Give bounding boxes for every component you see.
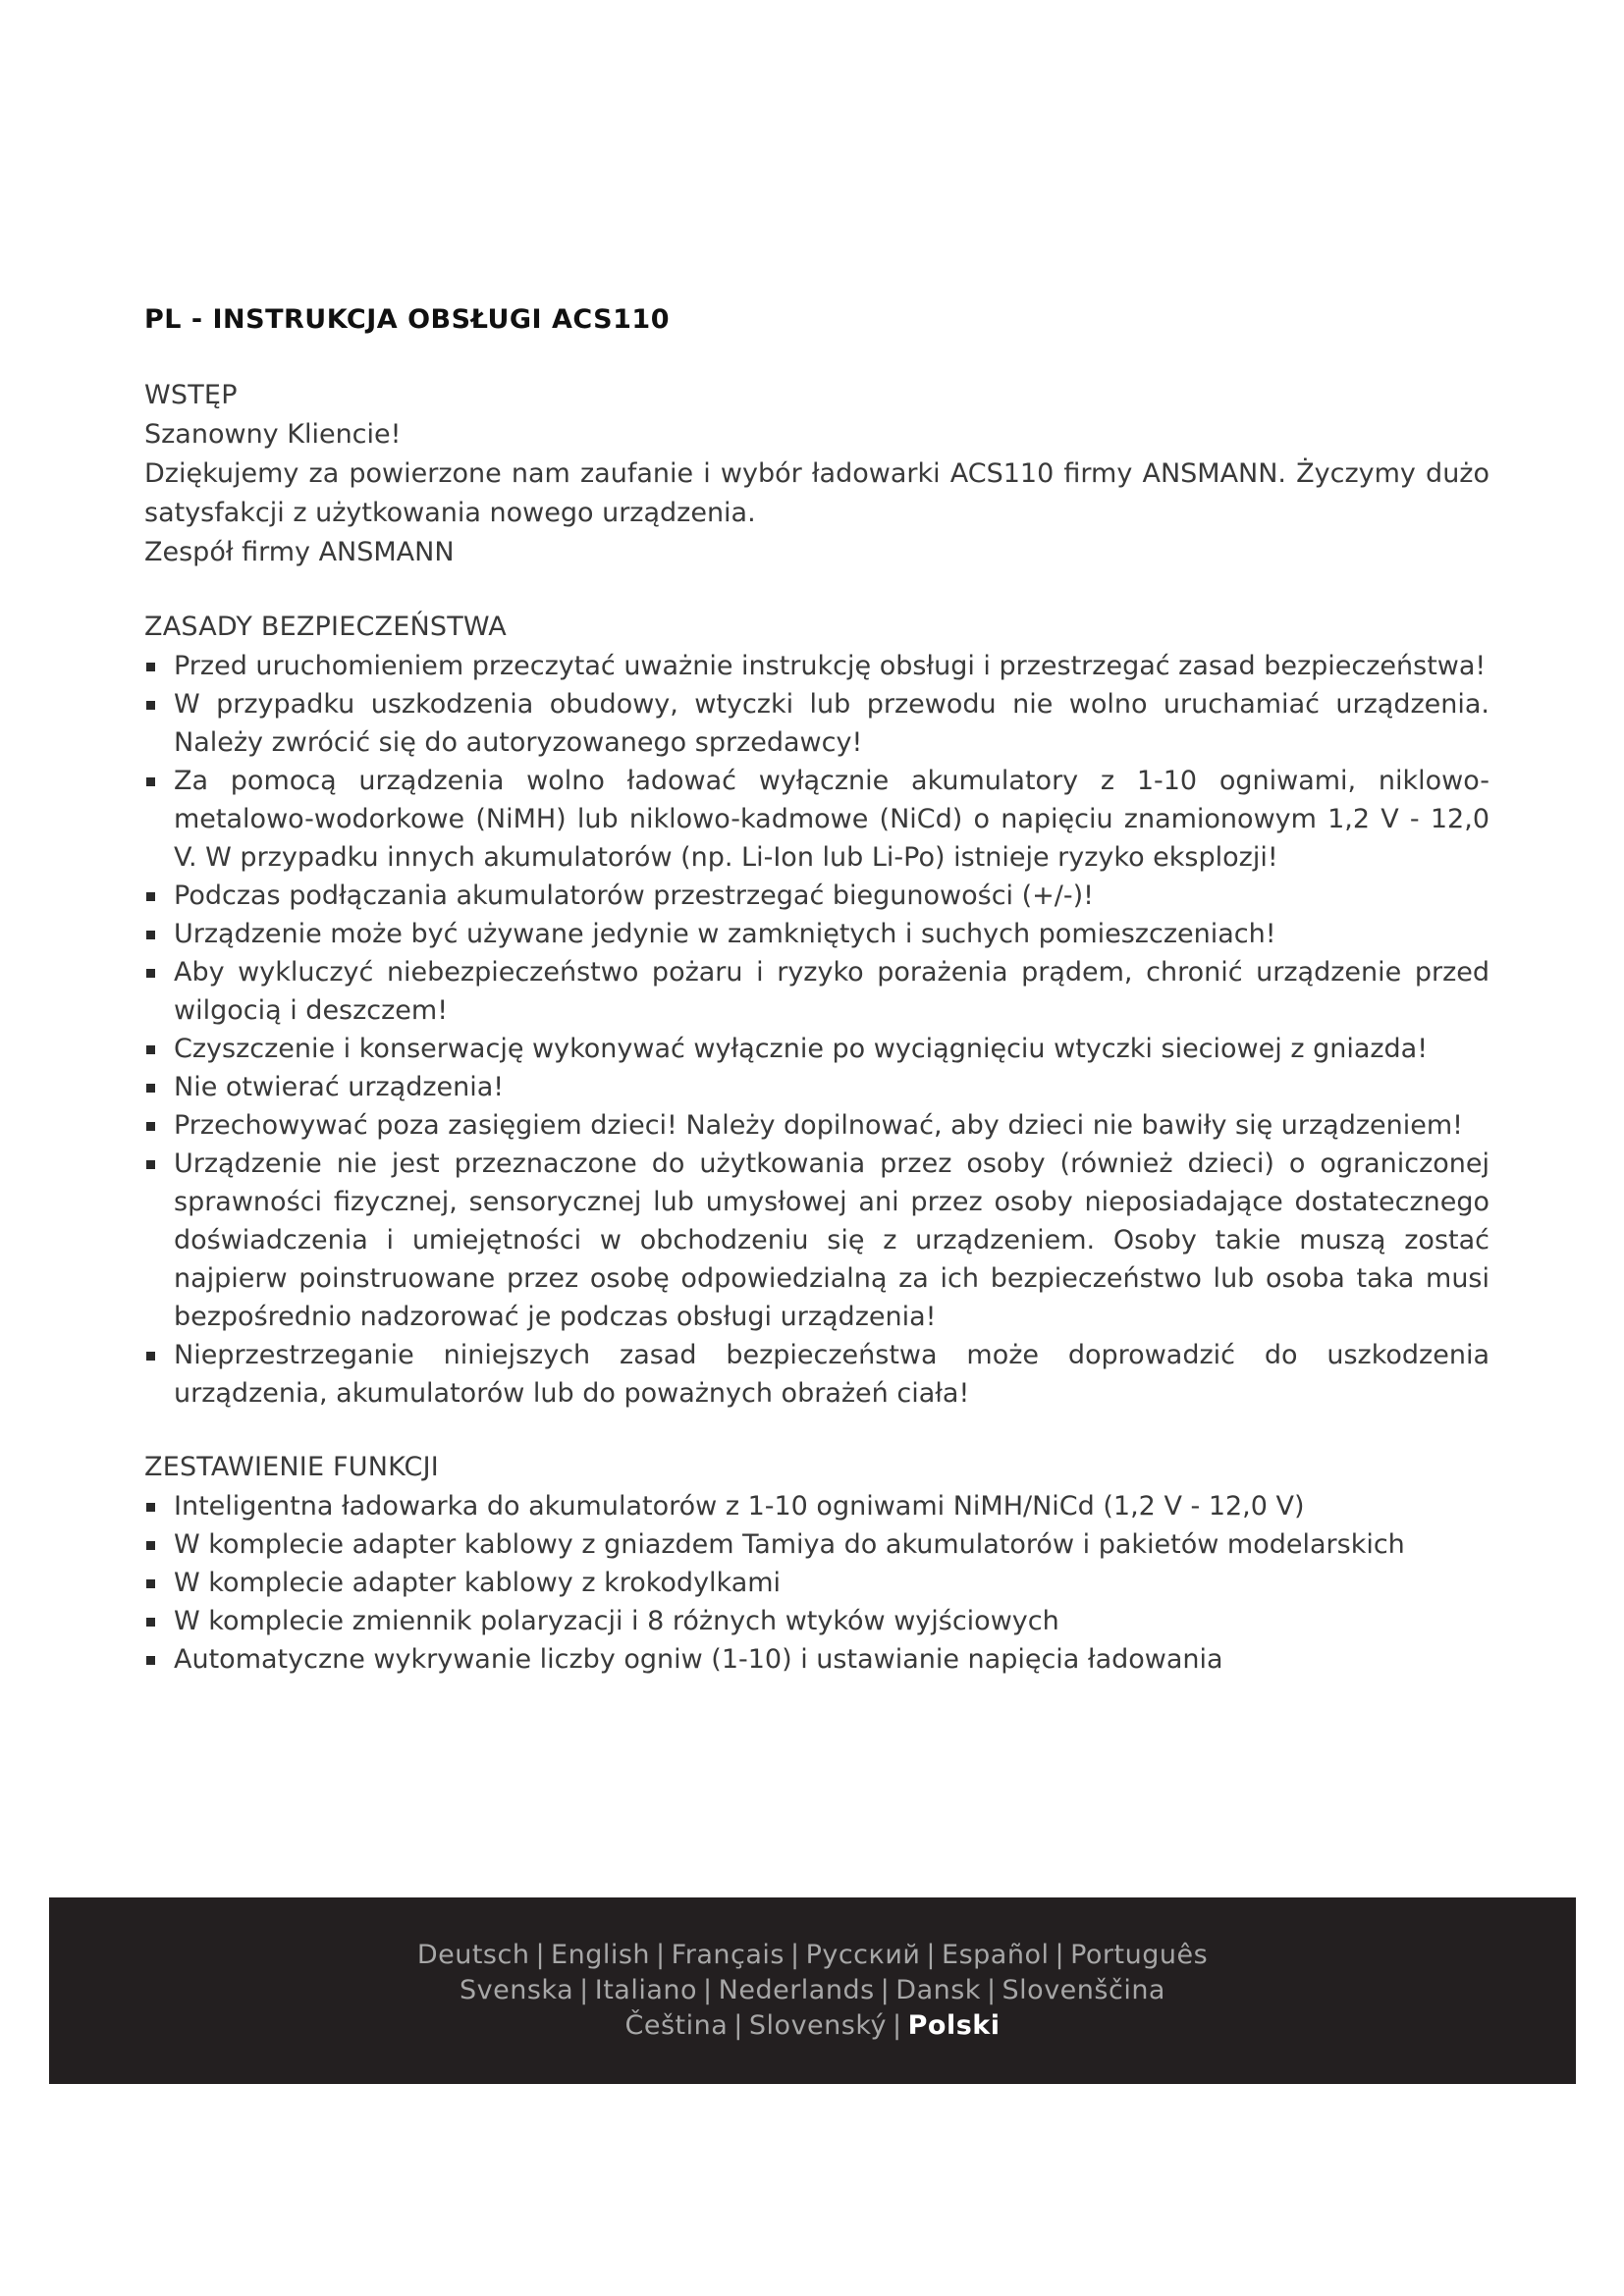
safety-item	[144, 762, 1489, 877]
safety-item	[144, 1106, 1489, 1145]
safety-heading: ZASADY BEZPIECZEŃSTWA	[144, 612, 507, 642]
bullet-square-icon	[146, 1352, 155, 1361]
language-link-čeština[interactable]: Čeština	[624, 2010, 729, 2041]
safety-item	[144, 1145, 1489, 1336]
feature-item-text: W komplecie adapter kablowy z gniazdem Tamiya do akumulatorów i pakietów modelarskich	[174, 1529, 1405, 1560]
language-link-русский[interactable]: Русский	[805, 1940, 921, 1970]
page-title: PL - INSTRUKCJA OBSŁUGI ACS110	[144, 304, 670, 335]
language-selector-bar	[49, 1897, 1576, 2084]
language-link-slovenščina[interactable]: Slovenščina	[1001, 1975, 1165, 2005]
language-separator: |	[1055, 1940, 1065, 1970]
bullet-square-icon	[146, 1618, 155, 1627]
bullet-square-icon	[146, 1084, 155, 1093]
language-row	[625, 2008, 1001, 2044]
safety-item-text: Nie otwierać urządzenia!	[174, 1072, 505, 1102]
bullet-square-icon	[146, 1160, 155, 1169]
bullet-square-icon	[146, 892, 155, 901]
bullet-square-icon	[146, 777, 155, 786]
language-separator: |	[656, 1940, 666, 1970]
intro-section	[144, 376, 1489, 572]
safety-item-text: Nieprzestrzeganie niniejszych zasad bezpieczeństwa może doprowadzić do uszkodzenia urządzenia, akumulatorów lub do poważnych obrażeń ciała!	[174, 1340, 1489, 1409]
language-link-italiano[interactable]: Italiano	[594, 1975, 698, 2005]
intro-signature: Zespół firmy ANSMANN	[144, 537, 455, 567]
safety-item	[144, 1068, 1489, 1106]
features-section	[144, 1448, 1489, 1679]
bullet-square-icon	[146, 969, 155, 978]
feature-item	[144, 1525, 1489, 1564]
feature-item-text: W komplecie adapter kablowy z krokodylkami	[174, 1568, 782, 1598]
language-separator: |	[880, 1975, 891, 2005]
safety-item	[144, 647, 1489, 685]
features-heading: ZESTAWIENIE FUNKCJI	[144, 1452, 439, 1482]
language-separator: |	[733, 2010, 743, 2041]
feature-item	[144, 1602, 1489, 1640]
safety-item	[144, 1030, 1489, 1068]
feature-item-text: Automatyczne wykrywanie liczby ogniw (1-10) i ustawianie napięcia ładowania	[174, 1644, 1223, 1675]
bullet-square-icon	[146, 1579, 155, 1588]
safety-item	[144, 877, 1489, 915]
safety-item-text: Urządzenie nie jest przeznaczone do użytkowania przez osoby (również dzieci) o ograniczonej sprawności fizycznej, sensorycznej lub umysłowej ani przez osoby nieposiadające dostatecznego doświadczenia i umiejętności w obchodzeniu się z urządzeniem. Osoby takie muszą zostać najpierw poinstruowane przez osobę odpowiedzialną za ich bezpieczeństwo lub osoba taka musi bezpośrednio nadzorować je podczas obsługi urządzenia!	[174, 1148, 1489, 1332]
safety-item-text: W przypadku uszkodzenia obudowy, wtyczki lub przewodu nie wolno uruchamiać urządzenia. Należy zwrócić się do autoryzowanego sprzedawcy!	[174, 689, 1489, 758]
language-link-svenska[interactable]: Svenska	[460, 1975, 574, 2005]
manual-page-content	[144, 304, 1489, 1714]
feature-item	[144, 1564, 1489, 1602]
safety-item	[144, 953, 1489, 1030]
intro-heading: WSTĘP	[144, 380, 238, 410]
feature-item	[144, 1487, 1489, 1525]
bullet-square-icon	[146, 663, 155, 671]
safety-item-text: Za pomocą urządzenia wolno ładować wyłącznie akumulatory z 1-10 ogniwami, niklowo-metalowo-wodorkowe (NiMH) lub niklowo-kadmowe (NiCd) o napięciu znamionowym 1,2 V - 12,0 V. W przypadku innych akumulatorów (np. Li-Ion lub Li-Po) istnieje ryzyko eksplozji!	[174, 766, 1489, 873]
bullet-square-icon	[146, 931, 155, 939]
language-separator: |	[789, 1940, 800, 1970]
safety-item-text: Czyszczenie i konserwację wykonywać wyłącznie po wyciągnięciu wtyczki sieciowej z gniazda!	[174, 1034, 1429, 1064]
feature-item-text: W komplecie zmiennik polaryzacji i 8 różnych wtyków wyjściowych	[174, 1606, 1059, 1636]
language-link-english[interactable]: English	[551, 1940, 651, 1970]
safety-item-text: Przed uruchomieniem przeczytać uważnie instrukcję obsługi i przestrzegać zasad bezpieczeństwa!	[174, 651, 1487, 681]
language-link-polski[interactable]: Polski	[907, 2010, 1001, 2041]
intro-thanks: Dziękujemy za powierzone nam zaufanie i wybór ładowarki ACS110 firmy ANSMANN. Życzymy dużo satysfakcji z użytkowania nowego urządzenia.	[144, 458, 1489, 528]
bullet-square-icon	[146, 1045, 155, 1054]
language-link-español[interactable]: Español	[942, 1940, 1050, 1970]
safety-item	[144, 915, 1489, 953]
safety-item-text: Urządzenie może być używane jedynie w zamkniętych i suchych pomieszczeniach!	[174, 919, 1276, 949]
intro-greeting: Szanowny Kliencie!	[144, 419, 402, 450]
bullet-square-icon	[146, 701, 155, 710]
language-link-deutsch[interactable]: Deutsch	[416, 1940, 530, 1970]
bullet-square-icon	[146, 1503, 155, 1512]
feature-item	[144, 1640, 1489, 1679]
safety-item-text: Przechowywać poza zasięgiem dzieci! Należy dopilnować, aby dzieci nie bawiły się urządzeniem!	[174, 1110, 1463, 1141]
bullet-square-icon	[146, 1541, 155, 1550]
language-link-nederlands[interactable]: Nederlands	[718, 1975, 875, 2005]
safety-item	[144, 685, 1489, 762]
safety-item-text: Podczas podłączania akumulatorów przestrzegać biegunowości (+/-)!	[174, 881, 1094, 911]
safety-section	[144, 608, 1489, 1413]
language-separator: |	[986, 1975, 997, 2005]
language-separator: |	[893, 2010, 902, 2041]
language-separator: |	[703, 1975, 713, 2005]
safety-list	[144, 647, 1489, 1413]
feature-item-text: Inteligentna ładowarka do akumulatorów z 1-10 ogniwami NiMH/NiCd (1,2 V - 12,0 V)	[174, 1491, 1305, 1522]
bullet-square-icon	[146, 1656, 155, 1665]
language-separator: |	[535, 1940, 546, 1970]
language-link-dansk[interactable]: Dansk	[895, 1975, 981, 2005]
language-separator: |	[579, 1975, 589, 2005]
safety-item	[144, 1336, 1489, 1413]
features-list	[144, 1487, 1489, 1679]
language-row	[460, 1973, 1165, 2008]
language-link-français[interactable]: Français	[671, 1940, 785, 1970]
safety-item-text: Aby wykluczyć niebezpieczeństwo pożaru i ryzyko porażenia prądem, chronić urządzenie przed wilgocią i deszczem!	[174, 957, 1489, 1026]
language-separator: |	[926, 1940, 937, 1970]
language-link-português[interactable]: Português	[1070, 1940, 1209, 1970]
bullet-square-icon	[146, 1122, 155, 1131]
language-row	[417, 1938, 1208, 1973]
language-link-slovenský[interactable]: Slovenský	[748, 2010, 887, 2041]
